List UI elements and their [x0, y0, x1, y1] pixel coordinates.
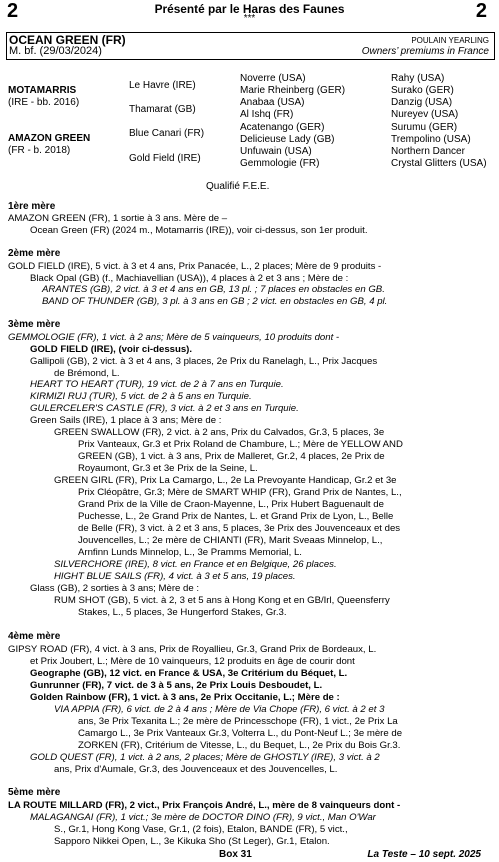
section-2nd-dam: 2ème mère [8, 248, 61, 259]
text-line: Camargo L., 3e Prix Vanteaux Gr.3, Volterra L., du Pont-Neuf L.; 3e mère de [78, 728, 403, 739]
text-line: Black Opal (GB) (f., Machiavellian (USA)), 4 places à 2 et 3 ans ; Mère de : [30, 273, 349, 284]
horse-category: POULAIN YEARLING [411, 36, 489, 45]
text-line: GOLD QUEST (FR), 1 vict. à 2 ans, 2 places; Mère de GHOSTLY (IRE), 3 vict. à 2 [30, 752, 380, 763]
horse-name: OCEAN GREEN (FR) [9, 33, 126, 47]
pedigree-gen2: Thamarat (GB) [129, 104, 196, 115]
text-line: HIGHT BLUE SAILS (FR), 4 vict. à 3 et 5 ans, 19 places. [54, 571, 296, 582]
section-4th-dam: 4ème mère [8, 631, 61, 642]
text-line: ans, 3e Prix Texanita L.; 2e mère de Princesschope (FR), 1 vict., 2e Prix La [78, 716, 398, 727]
text-line: GIPSY ROAD (FR), 4 vict. à 3 ans, Prix de Royallieu, Gr.3, Grand Prix de Bordeaux, L. [8, 644, 377, 655]
dam-info: (FR - b. 2018) [8, 145, 71, 156]
pedigree-gen4: Rahy (USA) [391, 73, 445, 84]
lot-number-right: 2 [475, 0, 487, 22]
sire-info: (IRE - bb. 2016) [8, 97, 80, 108]
pedigree-gen3: Unfuwain (USA) [240, 146, 312, 157]
text-line: Gunrunner (FR), 7 vict. de 3 à 5 ans, 2e Prix Louis Desboudet, L. [30, 680, 323, 691]
text-line: GREEN SWALLOW (FR), 2 vict. à 2 ans, Prix du Calvados, Gr.3, 5 places, 3e [54, 427, 385, 438]
text-line: Golden Rainbow (FR), 1 vict. à 3 ans, 2e Prix Occitanie, L.; Mère de : [30, 692, 340, 703]
text-line: AMAZON GREEN (FR), 1 sortie à 3 ans. Mère de – [8, 213, 228, 224]
text-line: Jouvencelles, L.; 2e mère de CHIANTI (FR), Marit Sveaas Minnelop, L., [78, 535, 383, 546]
text-line: S., Gr.1, Hong Kong Vase, Gr.1, (2 fois), Etalon, BANDE (FR), 5 vict., [54, 824, 348, 835]
sale-info: La Teste – 10 sept. 2025 [367, 849, 481, 860]
lot-number-left: 2 [7, 0, 19, 22]
sire-name: MOTAMARRIS [8, 85, 77, 96]
text-line: Ocean Green (FR) (2024 m., Motamarris (IRE)), voir ci-dessus, son 1er produit. [30, 225, 368, 236]
text-line: ZORKEN (FR), Critérium de Vitesse, L., du Bequet, L., 2e Prix du Bois Gr.3. [78, 740, 401, 751]
pedigree-gen3: Al Ishq (FR) [240, 109, 294, 120]
text-line: de Belle (FR), 3 vict. à 2 et 3 ans, 5 places, 3e Prix des Jouvenceaux et des [78, 523, 401, 534]
text-line: Prix Vanteaux, Gr.3 et Prix Roland de Chambure, L.; Mère de YELLOW AND [78, 439, 403, 450]
text-line: BAND OF THUNDER (GB), 3 pl. à 3 ans en GB ; 2 vict. en obstacles en GB, 4 pl. [42, 296, 388, 307]
pedigree-gen3: Acatenango (GER) [240, 122, 325, 133]
text-line: GOLD FIELD (IRE), 5 vict. à 3 et 4 ans, Prix Panacée, L., 2 places; Mère de 9 produits - [8, 261, 382, 272]
pedigree-gen4: Danzig (USA) [391, 97, 453, 108]
section-1st-dam: 1ère mère [8, 201, 56, 212]
pedigree-gen3: Gemmologie (FR) [240, 158, 320, 169]
box-number: Box 31 [219, 849, 252, 860]
text-line: Prix Cléopâtre, Gr.3; Mère de SMART WHIP (FR), Grand Prix de Nantes, L., [78, 487, 402, 498]
text-line: GULERCELER'S CASTLE (FR), 3 vict. à 2 et 3 ans en Turquie. [30, 403, 299, 414]
text-line: Gallipoli (GB), 2 vict. à 3 et 4 ans, 3 places, 2e Prix du Ranelagh, L., Prix Jacques [30, 356, 378, 367]
text-line: Grand Prix de la Ville de Craon-Mayenne, L., Prix Hubert Baguenault de [78, 499, 384, 510]
text-line: Royaumont, Gr.3 et 3e Prix de la Seine, L. [78, 463, 258, 474]
text-line: SILVERCHORE (IRE), 8 vict. en France et en Belgique, 26 places. [54, 559, 337, 570]
text-line: LA ROUTE MILLARD (FR), 2 vict., Prix François André, L., mère de 8 vainqueurs dont - [8, 800, 401, 811]
pedigree-gen2: Blue Canari (FR) [129, 128, 205, 139]
section-5th-dam: 5ème mère [8, 787, 61, 798]
text-line: ans, Prix d'Aumale, Gr.3, des Jouvenceaux et des Jouvencelles, L. [54, 764, 338, 775]
pedigree-gen3: Anabaa (USA) [240, 97, 305, 108]
horse-sex-date: M. bf. (29/03/2024) [9, 45, 102, 57]
pedigree-gen4: Crystal Glitters (USA) [391, 158, 487, 169]
text-line: KIRMIZI RUJ (TUR), 5 vict. de 2 à 5 ans en Turquie. [30, 391, 252, 402]
text-line: VIA APPIA (FR), 6 vict. de 2 à 4 ans ; Mère de Via Chope (FR), 6 vict. à 2 et 3 [54, 704, 385, 715]
text-line: Green Sails (IRE), 1 place à 3 ans; Mère de : [30, 415, 222, 426]
text-line: Sapporo Nikkei Open, L., 3e Kikuka Sho (St Leger), Gr.1, Etalon. [54, 836, 330, 847]
pedigree-gen3: Noverre (USA) [240, 73, 306, 84]
pedigree-gen4: Surumu (GER) [391, 122, 458, 133]
pedigree-gen4: Surako (GER) [391, 85, 454, 96]
qualified-fee: Qualifié F.E.E. [206, 181, 270, 192]
text-line: Stakes, L., 5 places, 3e Hungerford Stakes, Gr.3. [78, 607, 287, 618]
presenter-stars: *** [243, 13, 256, 24]
text-line: et Prix Joubert, L.; Mère de 10 vainqueurs, 12 produits en âge de courir dont [30, 656, 355, 667]
pedigree-gen4: Trempolino (USA) [391, 134, 471, 145]
text-line: MALAGANGAI (FR), 1 vict.; 3e mère de DOCTOR DINO (FR), 9 vict., Man O'War [30, 812, 376, 823]
pedigree-gen2: Le Havre (IRE) [129, 80, 196, 91]
text-line: Arnfinn Lunds Minnelop, L., 3e Pramms Memorial, L. [78, 547, 302, 558]
pedigree-gen3: Delicieuse Lady (GB) [240, 134, 335, 145]
text-line: RUM SHOT (GB), 5 vict. à 2, 3 et 5 ans à Hong Kong et en GB/Irl, Queensferry [54, 595, 390, 606]
text-line: GREEN GIRL (FR), Prix La Camargo, L., 2e La Prevoyante Handicap, Gr.2 et 3e [54, 475, 397, 486]
pedigree-gen4: Northern Dancer [391, 146, 465, 157]
text-line: GOLD FIELD (IRE), (voir ci-dessus). [30, 344, 193, 355]
text-line: GREEN (GB), 1 vict. à 3 ans, Prix de Malleret, Gr.2, 4 places, 2e Prix de [78, 451, 385, 462]
pedigree-gen4: Nureyev (USA) [391, 109, 459, 120]
text-line: Glass (GB), 2 sorties à 3 ans; Mère de : [30, 583, 200, 594]
text-line: ARANTES (GB), 2 vict. à 3 et 4 ans en GB, 13 pl. ; 7 places en obstacles en GB. [42, 284, 385, 295]
owners-premiums: Owners’ premiums in France [361, 46, 489, 57]
section-3rd-dam: 3ème mère [8, 319, 61, 330]
text-line: HEART TO HEART (TUR), 19 vict. de 2 à 7 ans en Turquie. [30, 379, 284, 390]
text-line: GEMMOLOGIE (FR), 1 vict. à 2 ans; Mère de 5 vainqueurs, 10 produits dont - [8, 332, 340, 343]
dam-name: AMAZON GREEN [8, 133, 91, 144]
text-line: de Brémond, L. [54, 368, 120, 379]
pedigree-gen3: Marie Rheinberg (GER) [240, 85, 346, 96]
presenter-title: Présenté par le Haras des Faunes [154, 2, 345, 16]
text-line: Puchesse, L., 2e Grand Prix de Nantes, L. et Grand Prix de Lyon, L., Belle [78, 511, 394, 522]
pedigree-gen2: Gold Field (IRE) [129, 153, 201, 164]
text-line: Geographe (GB), 12 vict. en France & USA, 3e Critérium du Béquet, L. [30, 668, 348, 679]
